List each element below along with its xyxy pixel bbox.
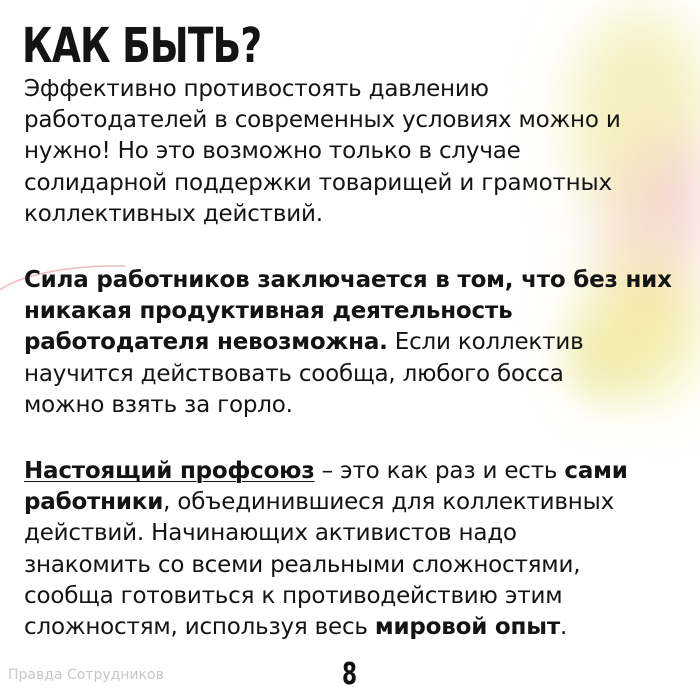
text-line	[24, 265, 672, 296]
text-line	[24, 296, 672, 327]
text-line: Эффективно противостоять давлению	[24, 76, 489, 102]
underlined-bold-text: Настоящий профсоюз	[24, 458, 315, 484]
bold-text: работники	[24, 489, 164, 516]
regular-text: Если коллектив	[387, 329, 584, 356]
text-line: солидарной поддержки товарищей и грамотных	[24, 169, 612, 196]
bold-text: Сила работников заключается в том, что без них	[24, 267, 672, 293]
text-line: сообща готовиться к противодействию этим	[24, 582, 563, 609]
regular-text: сложностям, используя весь	[24, 614, 375, 641]
regular-text: , объединившиеся для коллективных	[163, 489, 614, 516]
regular-text: .	[559, 614, 568, 641]
page-title: КАК БЫТЬ?	[22, 18, 262, 74]
text-line: можно взять за горло.	[24, 391, 293, 418]
text-line: действий. Начинающих активистов надо	[24, 520, 517, 547]
text-line	[24, 612, 628, 643]
regular-text: – это как раз и есть	[314, 458, 565, 484]
text-line	[24, 487, 628, 518]
text-line	[24, 456, 628, 487]
paragraph-workers-power	[24, 265, 672, 421]
text-line: знакомить со всеми реальными сложностями,	[24, 551, 581, 578]
text-line: коллективных действий.	[24, 200, 323, 227]
bold-text: мировой опыт	[374, 614, 560, 641]
text-line	[24, 327, 672, 358]
text-line: научится действовать сообща, любого босса	[24, 360, 564, 387]
page-number: 8	[342, 657, 358, 692]
paragraph-intro	[24, 74, 621, 230]
text-line: работодателей в современных условиях можно и	[24, 107, 621, 134]
paragraph-union	[24, 456, 628, 643]
bold-text: работодателя невозможна.	[24, 329, 388, 356]
text-line: нужно! Но это возможно только в случае	[24, 138, 521, 165]
brand-watermark: Правда Сотрудников	[8, 667, 164, 683]
bold-text: никакая продуктивная деятельность	[24, 298, 513, 325]
bold-text: сами	[564, 458, 628, 484]
